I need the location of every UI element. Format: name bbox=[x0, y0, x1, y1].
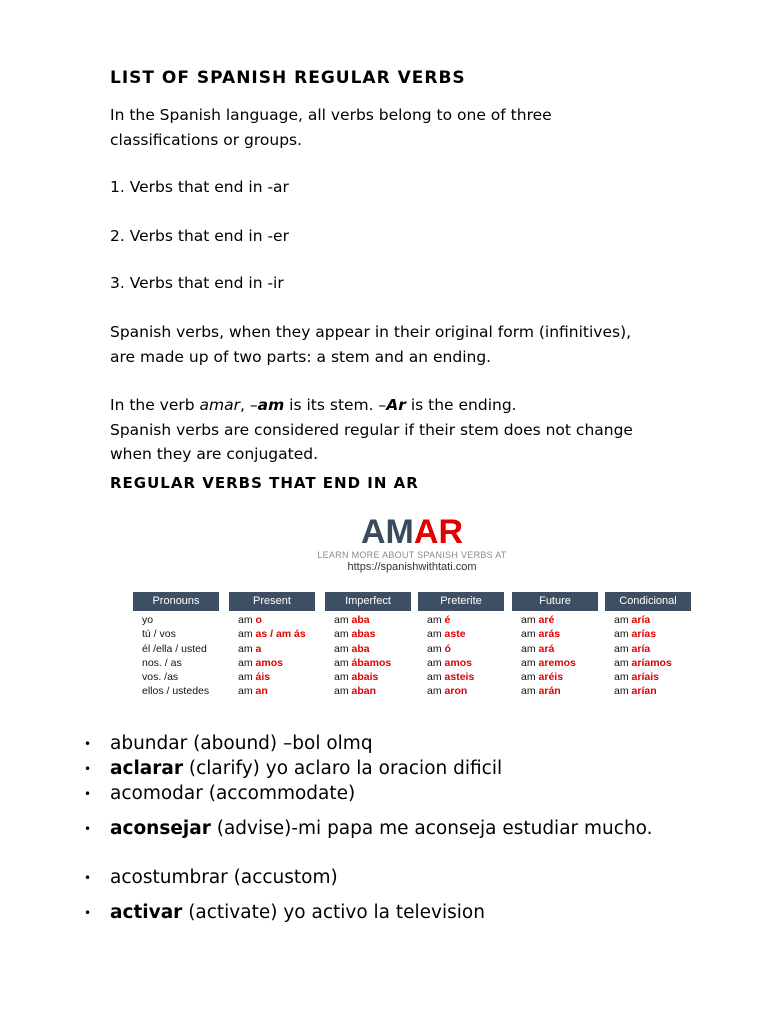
table-cell bbox=[229, 642, 315, 656]
cell-stem: am bbox=[521, 628, 539, 641]
cell-ending: aron bbox=[444, 685, 468, 698]
table-cell bbox=[133, 684, 219, 698]
table-cell bbox=[418, 656, 504, 670]
column-header: Condicional bbox=[605, 592, 691, 611]
cell-stem: am bbox=[614, 656, 632, 669]
cell-ending: abais bbox=[351, 671, 379, 684]
cell-ending: é bbox=[444, 614, 451, 626]
cell-stem: am bbox=[427, 671, 445, 684]
example-post: is the ending. bbox=[405, 396, 517, 414]
cell-ending: aré bbox=[538, 614, 555, 626]
example-mid-1: , – bbox=[240, 396, 258, 414]
cell-ending: arías bbox=[631, 628, 657, 641]
table-cell bbox=[133, 670, 219, 684]
example-mid-2: is its stem. – bbox=[284, 396, 387, 414]
cell-ending: aría bbox=[631, 642, 651, 655]
table-cell bbox=[325, 670, 411, 684]
cell-ending: o bbox=[255, 614, 262, 626]
cell-stem: am bbox=[614, 628, 632, 641]
list-item bbox=[84, 901, 710, 925]
column-header: Future bbox=[512, 592, 598, 611]
table-cell bbox=[418, 613, 504, 627]
verb-text: (activate) yo activo la television bbox=[182, 902, 485, 923]
cell-stem: am bbox=[427, 656, 445, 669]
example-verb: amar bbox=[199, 396, 241, 414]
parts-line-1: Spanish verbs, when they appear in their original form (infinitives), bbox=[110, 323, 632, 341]
cell-ending: ará bbox=[538, 642, 555, 655]
regular-line-2: when they are conjugated. bbox=[110, 445, 318, 463]
table-cell bbox=[605, 613, 691, 627]
example-paragraph bbox=[110, 393, 720, 467]
cell-ending: arás bbox=[538, 628, 561, 641]
cell-ending: amos bbox=[444, 656, 472, 669]
cell-stem: am bbox=[521, 614, 539, 626]
verb-text: (advise)-mi papa me aconseja estudiar mucho. bbox=[210, 818, 653, 839]
regular-line-1: Spanish verbs are considered regular if their stem does not change bbox=[110, 420, 633, 439]
list-item bbox=[84, 732, 710, 756]
cell-ending: aríais bbox=[631, 671, 659, 684]
table-cell bbox=[133, 627, 219, 641]
cell-ending: arán bbox=[538, 685, 561, 698]
cell-ending: amos bbox=[255, 656, 283, 669]
cell-stem: am bbox=[427, 642, 445, 655]
group-1: 1. Verbs that end in -ar bbox=[110, 178, 289, 196]
amar-stem: AM bbox=[361, 513, 414, 551]
bullet-icon: • bbox=[84, 822, 92, 836]
table-cell bbox=[133, 642, 219, 656]
column-header: Imperfect bbox=[325, 592, 411, 611]
cell-stem: tú / vos bbox=[142, 628, 176, 641]
cell-stem: am bbox=[614, 642, 632, 655]
table-cell bbox=[229, 627, 315, 641]
table-column bbox=[418, 592, 504, 699]
cell-ending: an bbox=[255, 685, 268, 698]
verb-text: abundar (abound) –bol olmq bbox=[110, 733, 373, 754]
cell-stem: am bbox=[238, 628, 256, 641]
cell-stem: am bbox=[614, 685, 632, 698]
cell-ending: ábamos bbox=[351, 656, 392, 669]
table-cell bbox=[325, 627, 411, 641]
example-pre: In the verb bbox=[110, 396, 200, 414]
cell-stem: am bbox=[334, 642, 352, 655]
cell-stem: am bbox=[521, 671, 539, 684]
bullet-icon: • bbox=[84, 787, 92, 801]
cell-stem: am bbox=[238, 671, 256, 684]
cell-stem: am bbox=[334, 628, 352, 641]
cell-stem: vos. /as bbox=[142, 671, 179, 684]
cell-stem: am bbox=[521, 685, 539, 698]
cell-stem: am bbox=[238, 614, 256, 626]
verb-name: aclarar bbox=[110, 758, 184, 779]
table-column bbox=[229, 592, 315, 699]
table-cell bbox=[418, 684, 504, 698]
table-column bbox=[605, 592, 691, 699]
cell-stem: am bbox=[334, 671, 352, 684]
table-cell bbox=[229, 656, 315, 670]
list-item bbox=[84, 782, 710, 806]
example-ending: Ar bbox=[386, 396, 406, 414]
cell-ending: aríamos bbox=[631, 656, 672, 669]
intro-line-2: classifications or groups. bbox=[110, 130, 303, 149]
cell-stem: él /ella / usted bbox=[142, 642, 207, 655]
cell-ending: as / am ás bbox=[255, 628, 306, 641]
cell-stem: am bbox=[521, 656, 539, 669]
table-cell bbox=[325, 613, 411, 627]
table-cell bbox=[325, 642, 411, 656]
cell-stem: am bbox=[238, 685, 256, 698]
table-cell bbox=[133, 656, 219, 670]
cell-ending: aban bbox=[351, 685, 377, 698]
cell-stem: yo bbox=[142, 614, 154, 626]
cell-ending: aba bbox=[351, 642, 370, 655]
cell-stem: am bbox=[427, 685, 445, 698]
table-cell bbox=[418, 670, 504, 684]
cell-ending: arían bbox=[631, 685, 657, 698]
table-cell bbox=[325, 684, 411, 698]
intro-paragraph bbox=[110, 103, 720, 152]
table-column bbox=[512, 592, 598, 699]
cell-ending: aste bbox=[444, 628, 466, 641]
cell-stem: am bbox=[614, 671, 632, 684]
table-column bbox=[325, 592, 411, 699]
table-cell bbox=[229, 613, 315, 627]
group-3: 3. Verbs that end in -ir bbox=[110, 274, 284, 292]
group-2: 2. Verbs that end in -er bbox=[110, 227, 289, 245]
table-cell bbox=[605, 670, 691, 684]
list-item bbox=[84, 817, 710, 841]
amar-title bbox=[114, 514, 710, 550]
source-url: https://spanishwithtati.com bbox=[347, 561, 477, 573]
intro-line-1: In the Spanish language, all verbs belong to one of three bbox=[110, 106, 552, 124]
table-cell bbox=[512, 613, 598, 627]
table-cell bbox=[512, 670, 598, 684]
table-cell bbox=[512, 627, 598, 641]
list-item bbox=[84, 866, 710, 890]
cell-ending: asteis bbox=[444, 671, 475, 684]
learn-more-text: LEARN MORE ABOUT SPANISH VERBS AT bbox=[317, 550, 507, 560]
cell-stem: am bbox=[334, 685, 352, 698]
example-stem: am bbox=[257, 396, 285, 414]
column-header: Preterite bbox=[418, 592, 504, 611]
bullet-icon: • bbox=[84, 906, 92, 920]
example-line bbox=[110, 393, 720, 418]
table-cell bbox=[229, 684, 315, 698]
section-heading: REGULAR VERBS THAT END IN AR bbox=[110, 474, 419, 492]
verb-text: acomodar (accommodate) bbox=[110, 783, 356, 804]
column-header: Pronouns bbox=[133, 592, 219, 611]
cell-stem: am bbox=[614, 614, 632, 626]
cell-stem: am bbox=[427, 614, 445, 626]
verb-name: aconsejar bbox=[110, 818, 211, 839]
cell-stem: am bbox=[334, 614, 352, 626]
table-cell bbox=[229, 670, 315, 684]
parts-paragraph bbox=[110, 320, 720, 369]
parts-line-2: are made up of two parts: a stem and an ending. bbox=[110, 347, 492, 366]
page-title: LIST OF SPANISH REGULAR VERBS bbox=[110, 68, 466, 88]
table-cell bbox=[512, 656, 598, 670]
cell-ending: ó bbox=[444, 642, 451, 655]
cell-stem: am bbox=[427, 628, 445, 641]
cell-stem: am bbox=[521, 642, 539, 655]
cell-ending: aba bbox=[351, 614, 370, 626]
table-cell bbox=[605, 642, 691, 656]
cell-stem: ellos / ustedes bbox=[142, 685, 210, 698]
bullet-icon: • bbox=[84, 762, 92, 776]
table-column bbox=[133, 592, 219, 699]
cell-stem: nos. / as bbox=[142, 656, 182, 669]
bullet-icon: • bbox=[84, 871, 92, 885]
list-item bbox=[84, 757, 710, 781]
bullet-icon: • bbox=[84, 737, 92, 751]
cell-ending: aréis bbox=[538, 671, 564, 684]
cell-stem: am bbox=[334, 656, 352, 669]
table-cell bbox=[605, 627, 691, 641]
cell-ending: a bbox=[255, 642, 262, 655]
cell-stem: am bbox=[238, 642, 256, 655]
cell-ending: áis bbox=[255, 671, 271, 684]
table-cell bbox=[418, 627, 504, 641]
cell-stem: am bbox=[238, 656, 256, 669]
table-cell bbox=[133, 613, 219, 627]
column-header: Present bbox=[229, 592, 315, 611]
table-cell bbox=[512, 684, 598, 698]
cell-ending: abas bbox=[351, 628, 376, 641]
conjugation-table-image bbox=[114, 496, 710, 720]
table-cell bbox=[418, 642, 504, 656]
verb-name: activar bbox=[110, 902, 183, 923]
table-cell bbox=[605, 656, 691, 670]
verb-text: acostumbrar (accustom) bbox=[110, 867, 338, 888]
table-cell bbox=[512, 642, 598, 656]
verb-text: (clarify) yo aclaro la oracion dificil bbox=[183, 758, 503, 779]
cell-ending: aremos bbox=[538, 656, 576, 669]
amar-ending: AR bbox=[413, 513, 463, 551]
table-cell bbox=[325, 656, 411, 670]
table-cell bbox=[605, 684, 691, 698]
cell-ending: aría bbox=[631, 614, 651, 626]
